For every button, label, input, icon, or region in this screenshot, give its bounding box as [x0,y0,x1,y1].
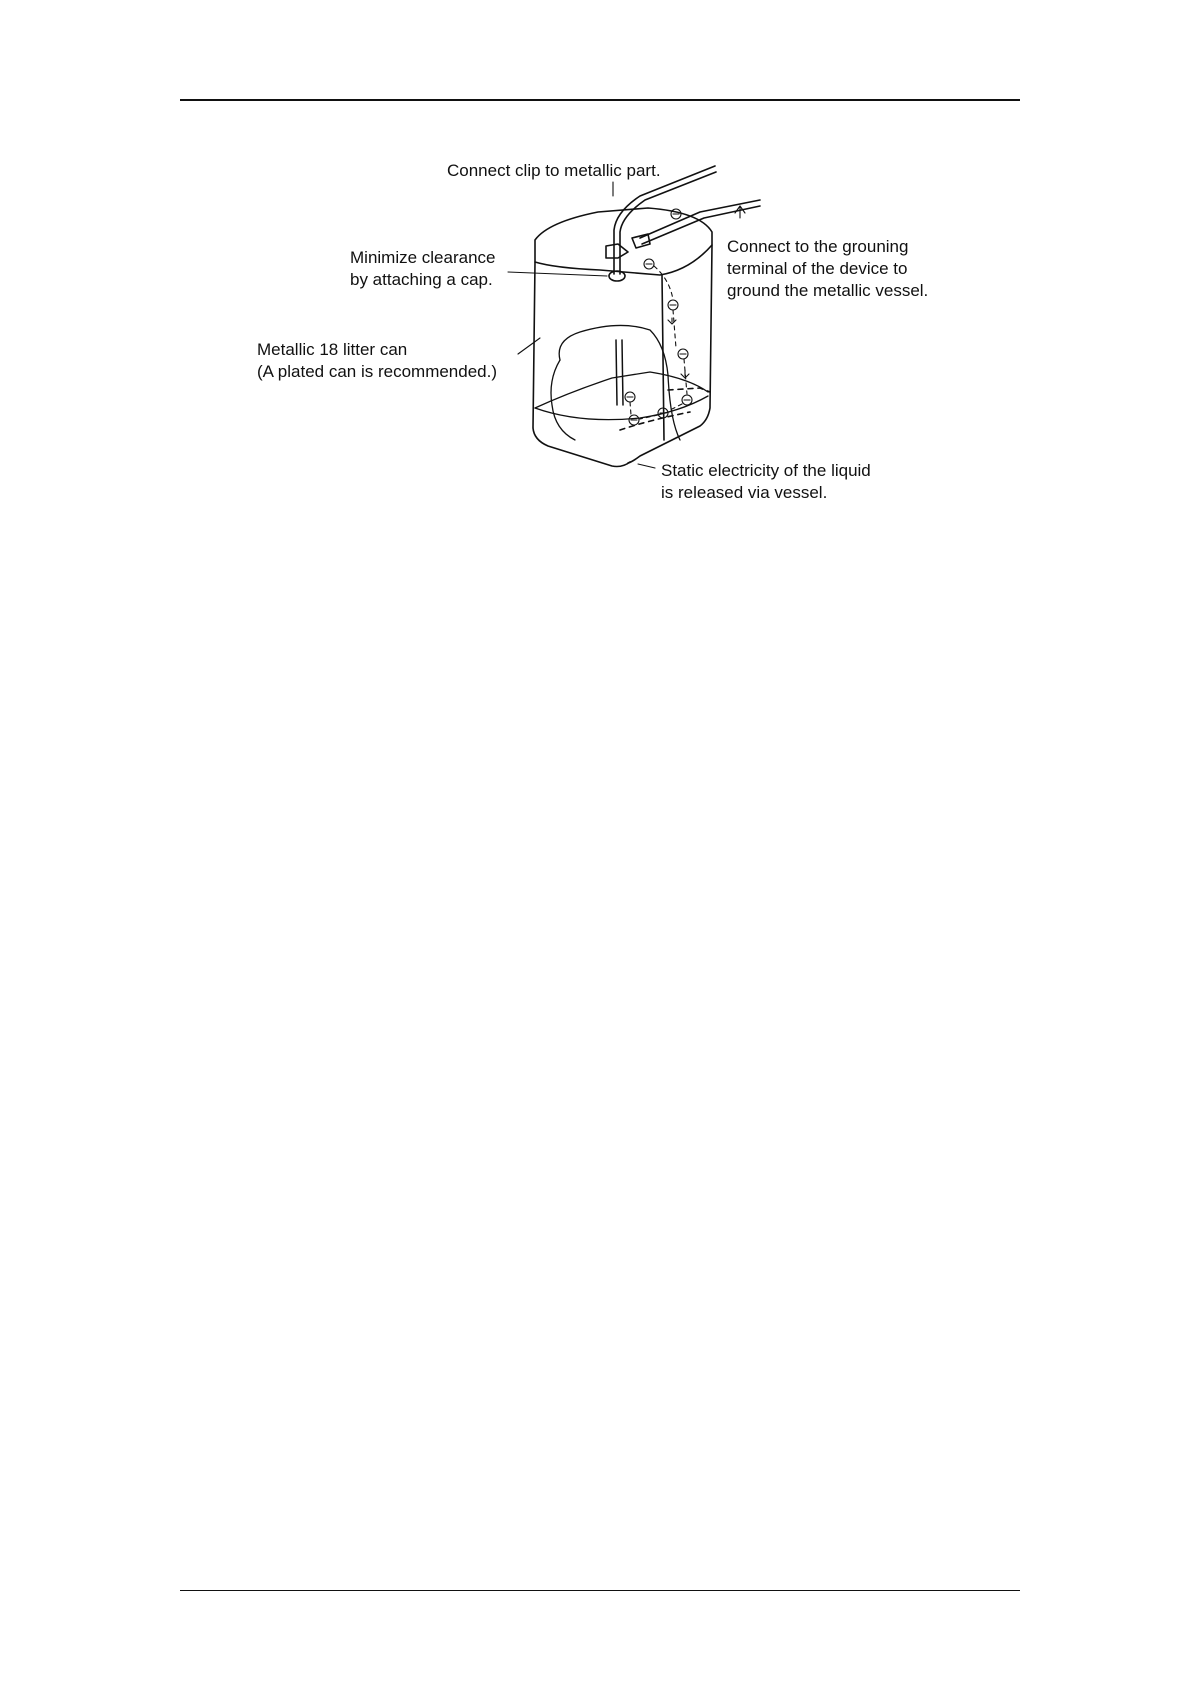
grounding-diagram [0,0,1190,520]
metal-can-icon [533,166,760,467]
ground-label-line: ground the metallic vessel. [727,281,929,300]
ground-label-line: terminal of the device to [727,259,908,278]
can-illustration [0,0,1190,520]
cap-label [350,247,496,291]
clip-label: Connect clip to metallic part. [447,161,661,180]
static-label-line: is released via vessel. [661,483,828,502]
static-label-line: Static electricity of the liquid [661,461,871,480]
footer-rule [180,1590,1020,1591]
can-label-line: Metallic 18 litter can [257,340,408,359]
charge-path-icon [625,209,692,425]
cap-label-line: Minimize clearance [350,248,496,267]
ground-label-line: Connect to the grouning [727,237,909,256]
static-label [661,460,871,504]
can-label [257,339,497,383]
can-label-line: (A plated can is recommended.) [257,362,498,381]
ground-label [727,236,928,302]
cap-label-line: by attaching a cap. [350,270,493,289]
